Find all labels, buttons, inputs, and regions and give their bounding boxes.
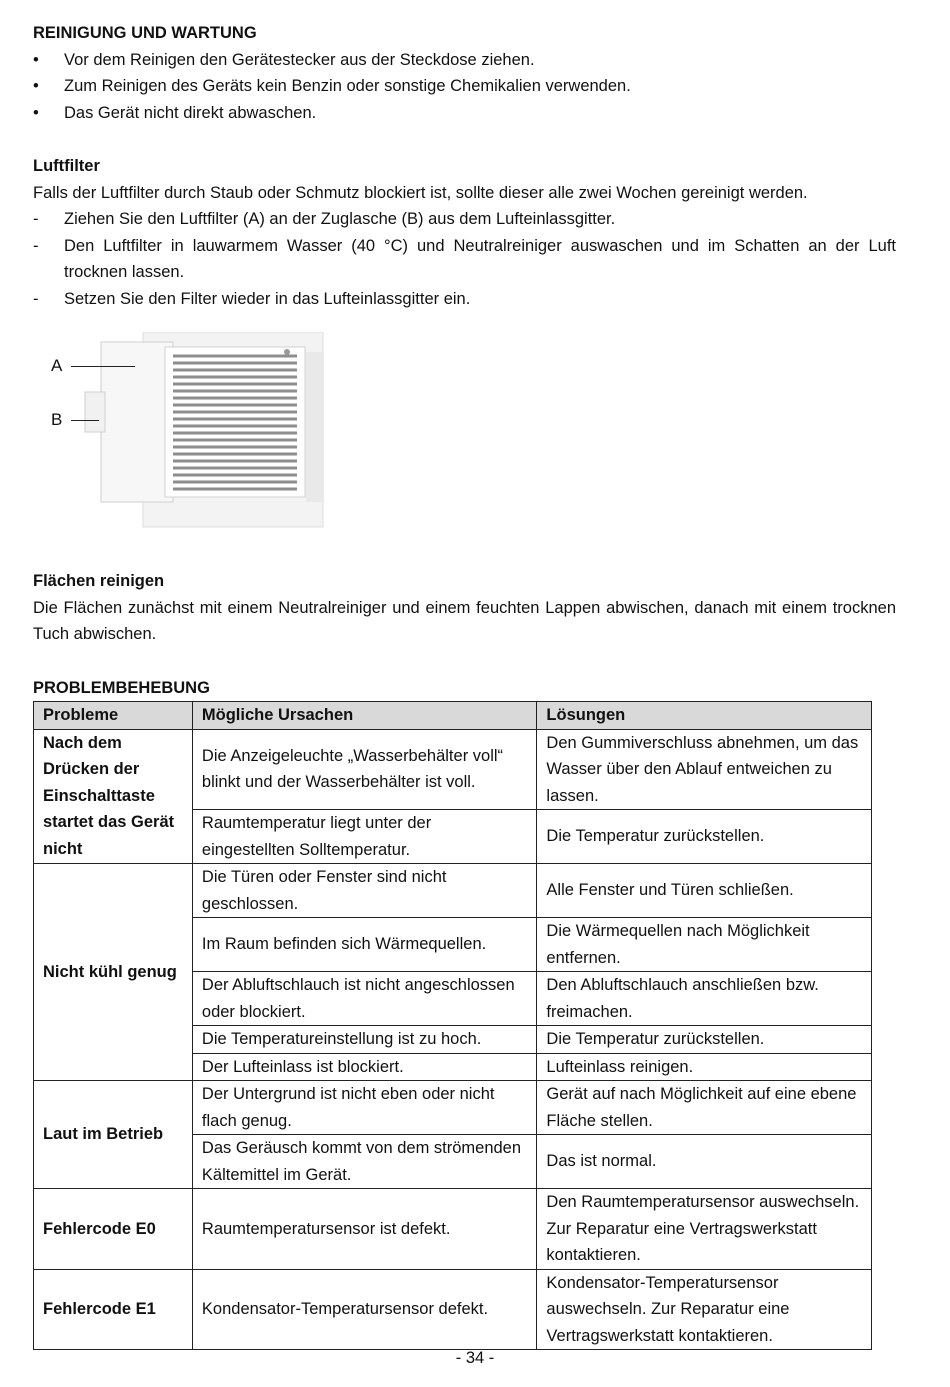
solution-cell: Kondensator-Temperatursensor auswechseln. Zur Reparatur eine Vertragswerkstatt kontaktieren. bbox=[537, 1269, 872, 1350]
list-item: - Ziehen Sie den Luftfilter (A) an der Zuglasche (B) aus dem Lufteinlassgitter. bbox=[33, 206, 896, 233]
pull-tab bbox=[85, 392, 105, 432]
cause-cell: Der Lufteinlass ist blockiert. bbox=[192, 1053, 537, 1081]
table-row bbox=[34, 1269, 872, 1350]
cause-cell: Raumtemperatursensor ist defekt. bbox=[192, 1189, 537, 1270]
air-conditioner-illustration bbox=[51, 332, 351, 532]
solution-cell: Den Raumtemperatursensor auswechseln. Zur Reparatur eine Vertragswerkstatt kontaktieren. bbox=[537, 1189, 872, 1270]
cause-cell: Raumtemperatur liegt unter der eingestellten Solltemperatur. bbox=[192, 810, 537, 864]
solution-cell: Die Wärmequellen nach Möglichkeit entfernen. bbox=[537, 918, 872, 972]
solution-cell: Das ist normal. bbox=[537, 1135, 872, 1189]
leader-line-b bbox=[71, 420, 99, 421]
solution-cell: Den Gummiverschluss abnehmen, um das Wasser über den Ablauf entweichen zu lassen. bbox=[537, 729, 872, 810]
column-header: Lösungen bbox=[537, 702, 872, 730]
list-item: • Das Gerät nicht direkt abwaschen. bbox=[33, 100, 896, 127]
column-header: Probleme bbox=[34, 702, 193, 730]
section-title-filter: Luftfilter bbox=[33, 157, 100, 175]
table-header-row bbox=[34, 702, 872, 730]
filter-step-list bbox=[33, 206, 896, 312]
table-row bbox=[34, 1189, 872, 1270]
leader-line-a bbox=[71, 366, 135, 367]
cause-cell: Im Raum befinden sich Wärmequellen. bbox=[192, 918, 537, 972]
page-number: - 34 - bbox=[455, 1349, 495, 1367]
section-title-surfaces: Flächen reinigen bbox=[33, 572, 165, 590]
solution-cell: Den Abluftschlauch anschließen bzw. freimachen. bbox=[537, 972, 872, 1026]
cause-cell: Die Anzeigeleuchte „Wasserbehälter voll“ blinkt und der Wasserbehälter ist voll. bbox=[192, 729, 537, 810]
problem-cell: Laut im Betrieb bbox=[34, 1081, 193, 1189]
solution-cell: Lufteinlass reinigen. bbox=[537, 1053, 872, 1081]
list-item: - Setzen Sie den Filter wieder in das Lufteinlassgitter ein. bbox=[33, 286, 896, 313]
list-item: - Den Luftfilter in lauwarmem Wasser (40 °C) und Neutralreiniger auswaschen und im Schatten an der Luft trocknen lassen. bbox=[33, 233, 896, 286]
air-filter-figure bbox=[51, 332, 351, 532]
document-page bbox=[33, 20, 896, 1350]
solution-cell: Gerät auf nach Möglichkeit auf eine ebene Fläche stellen. bbox=[537, 1081, 872, 1135]
table-row bbox=[34, 1081, 872, 1135]
surfaces-text: Die Flächen zunächst mit einem Neutralreiniger und einem feuchten Lappen abwischen, danach mit einem trocknen Tuch abwischen. bbox=[33, 598, 896, 643]
screw-icon bbox=[284, 349, 290, 355]
list-item: • Zum Reinigen des Geräts kein Benzin oder sonstige Chemikalien verwenden. bbox=[33, 73, 896, 100]
list-item: • Vor dem Reinigen den Gerätestecker aus der Steckdose ziehen. bbox=[33, 47, 896, 74]
section-title-cleaning: REINIGUNG UND WARTUNG bbox=[33, 24, 257, 42]
cause-cell: Der Untergrund ist nicht eben oder nicht flach genug. bbox=[192, 1081, 537, 1135]
section-title-troubleshooting: PROBLEMBEHEBUNG bbox=[33, 678, 210, 697]
problem-cell: Nach dem Drücken der Einschalttaste startet das Gerät nicht bbox=[34, 729, 193, 864]
column-header: Mögliche Ursachen bbox=[192, 702, 537, 730]
table-row bbox=[34, 864, 872, 918]
cause-cell: Die Temperatureinstellung ist zu hoch. bbox=[192, 1026, 537, 1054]
solution-cell: Die Temperatur zurückstellen. bbox=[537, 810, 872, 864]
cause-cell: Der Abluftschlauch ist nicht angeschlossen oder blockiert. bbox=[192, 972, 537, 1026]
cleaning-bullet-list bbox=[33, 47, 896, 127]
table-row bbox=[34, 729, 872, 810]
solution-cell: Alle Fenster und Türen schließen. bbox=[537, 864, 872, 918]
troubleshooting-table bbox=[33, 701, 872, 1350]
filter-intro: Falls der Luftfilter durch Staub oder Schmutz blockiert ist, sollte dieser alle zwei Wochen gereinigt werden. bbox=[33, 183, 808, 202]
solution-cell: Die Temperatur zurückstellen. bbox=[537, 1026, 872, 1054]
figure-label-a: A bbox=[51, 356, 63, 375]
cause-cell: Kondensator-Temperatursensor defekt. bbox=[192, 1269, 537, 1350]
unit-side-panel bbox=[306, 352, 323, 502]
problem-cell: Nicht kühl genug bbox=[34, 864, 193, 1081]
figure-label-b: B bbox=[51, 410, 63, 429]
cause-cell: Die Türen oder Fenster sind nicht geschlossen. bbox=[192, 864, 537, 918]
problem-cell: Fehlercode E1 bbox=[34, 1269, 193, 1350]
cause-cell: Das Geräusch kommt von dem strömenden Kältemittel im Gerät. bbox=[192, 1135, 537, 1189]
problem-cell: Fehlercode E0 bbox=[34, 1189, 193, 1270]
